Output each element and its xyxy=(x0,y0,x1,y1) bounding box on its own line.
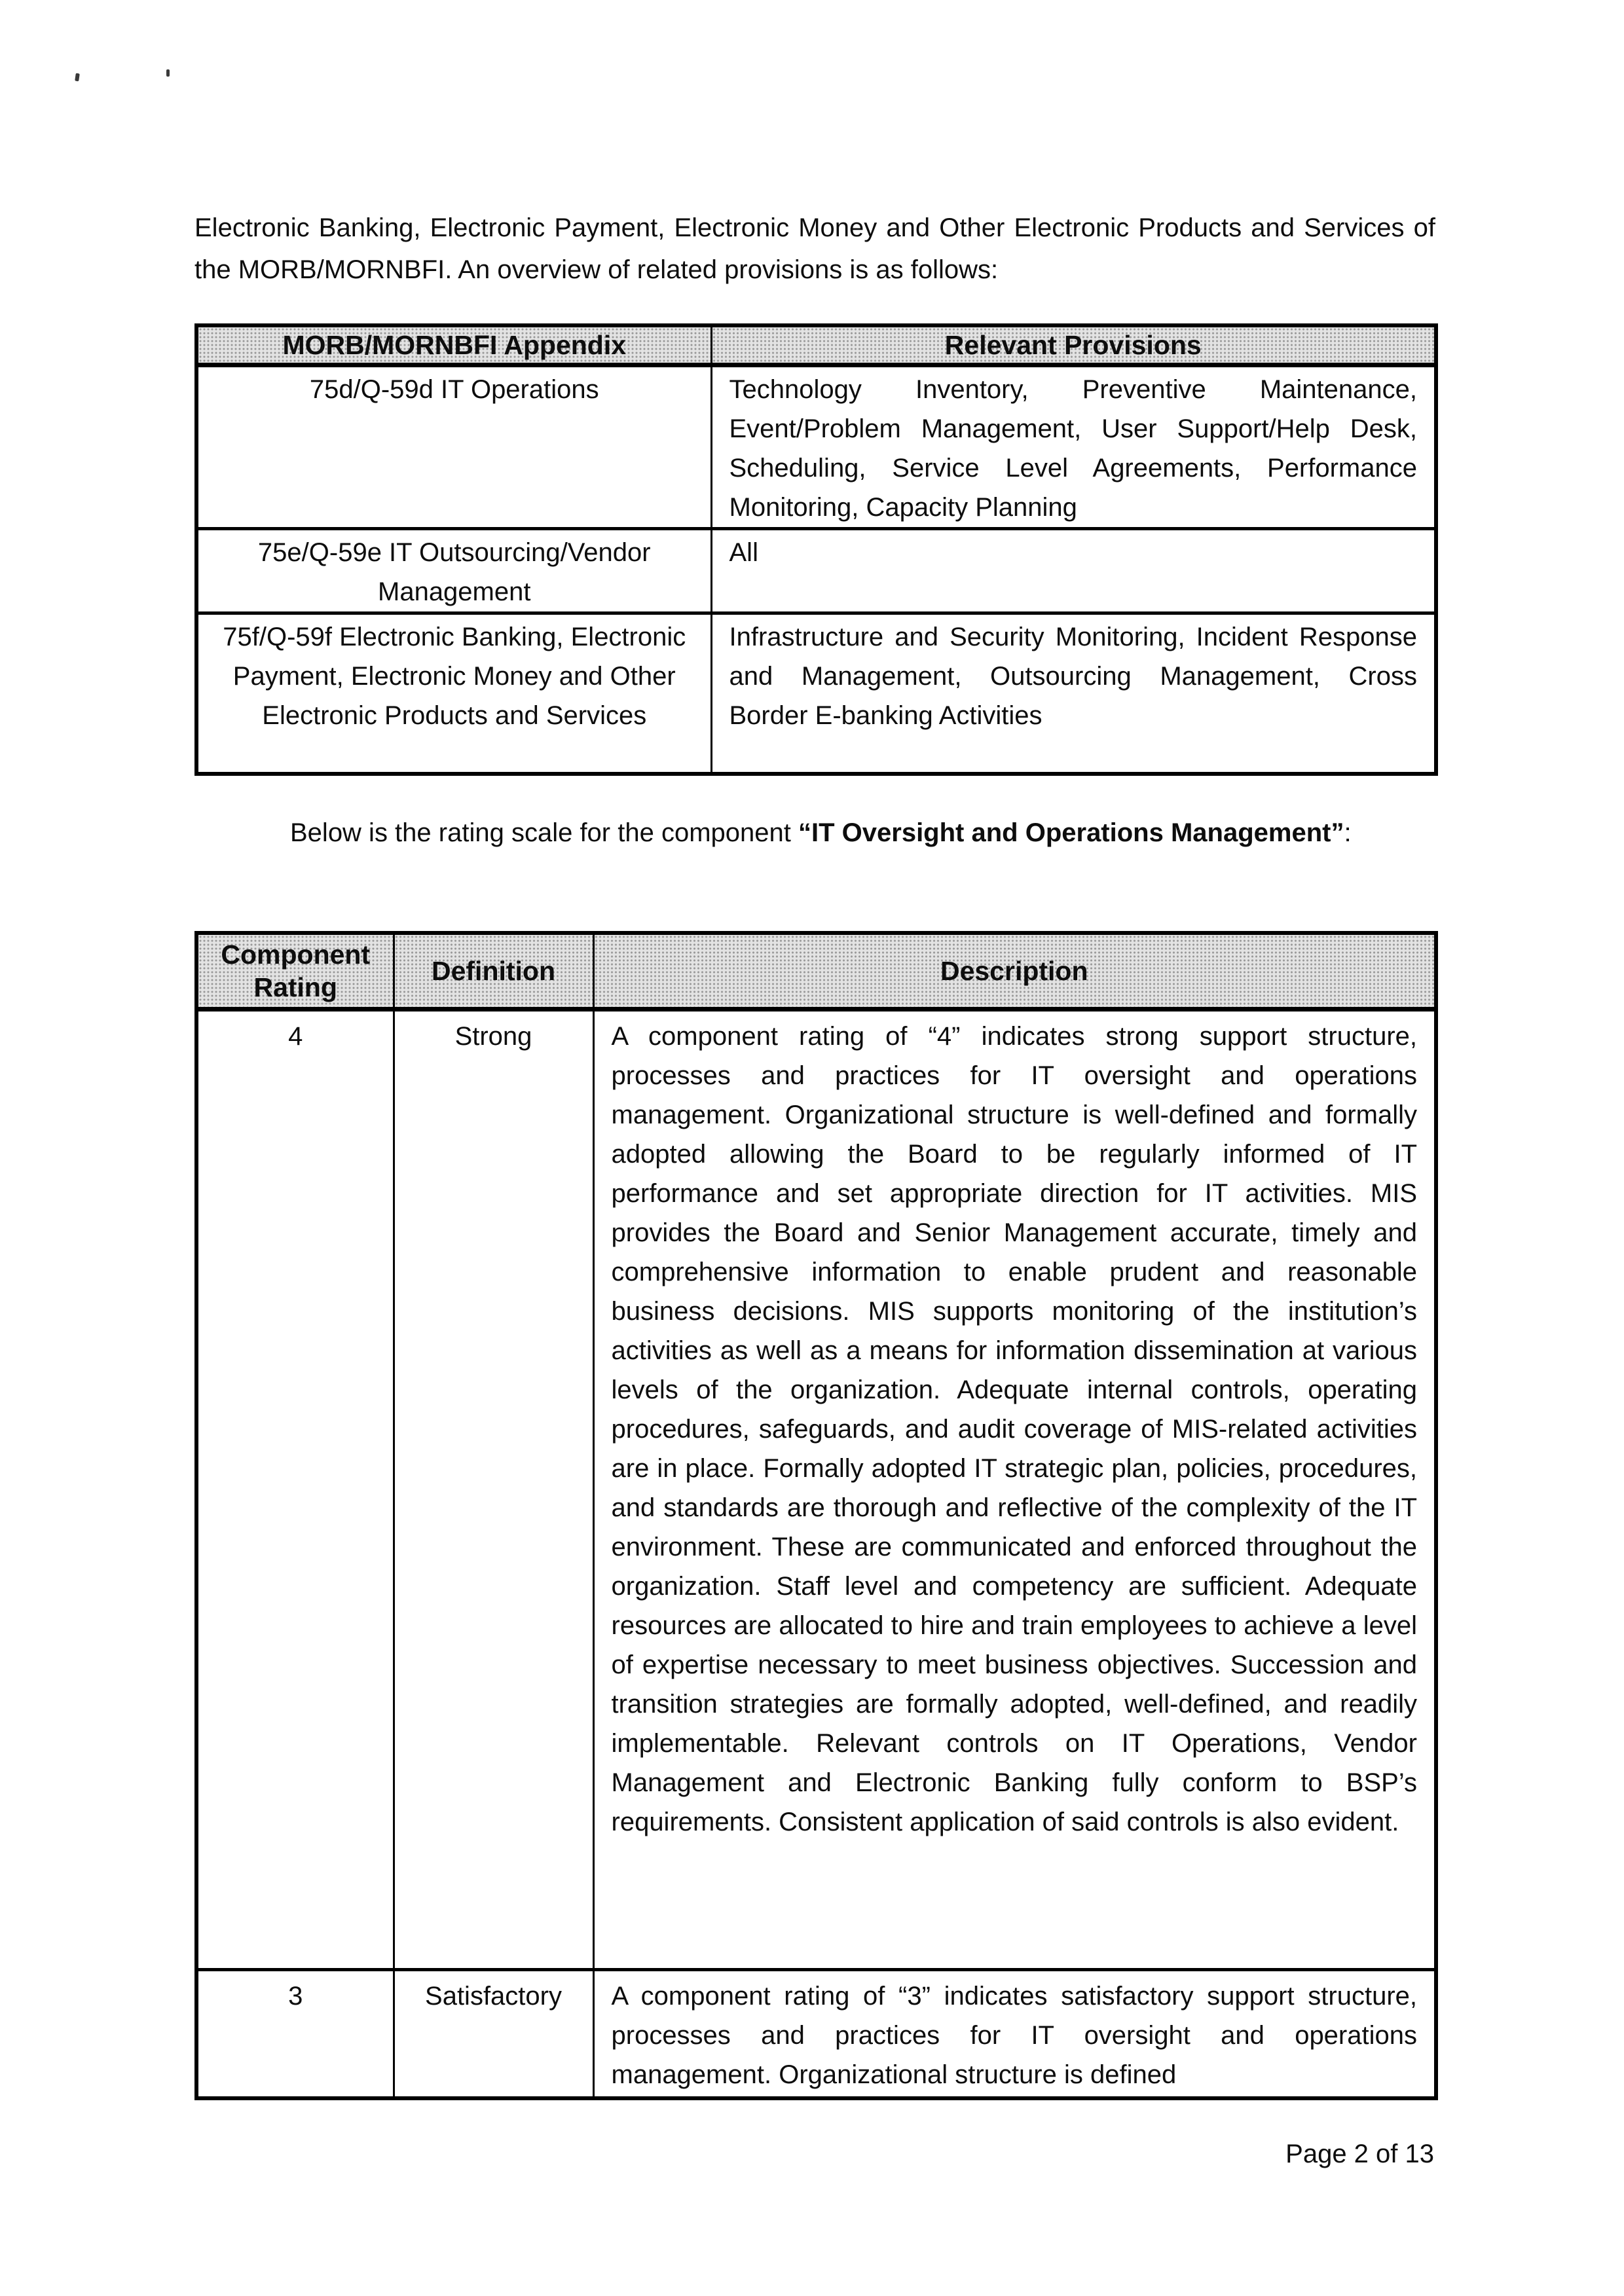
table-row xyxy=(196,529,1436,613)
table-row xyxy=(196,1970,1436,2099)
appendix-cell: 75e/Q-59e IT Outsourcing/Vendor Management xyxy=(196,529,711,613)
paragraph-text: : xyxy=(1344,818,1352,847)
provisions-table xyxy=(194,323,1438,776)
provisions-cell: Technology Inventory, Preventive Maintenance, Event/Problem Management, User Support/Help Desk, Scheduling, Service Level Agreements, Performance Monitoring, Capacity Planning xyxy=(711,365,1436,529)
provisions-header-relevant: Relevant Provisions xyxy=(711,325,1436,365)
description-cell: A component rating of “3” indicates satisfactory support structure, processes and practices for IT oversight and operations management. Organizational structure is defined xyxy=(593,1970,1436,2099)
scan-speck xyxy=(166,69,170,77)
rating-scale-table xyxy=(194,931,1438,2100)
rating-cell: 3 xyxy=(196,1970,394,2099)
provisions-cell: All xyxy=(711,529,1436,613)
definition-cell: Satisfactory xyxy=(394,1970,593,2099)
component-name-bold: “IT Oversight and Operations Management” xyxy=(798,818,1344,847)
table-row xyxy=(196,1010,1436,1970)
definition-cell: Strong xyxy=(394,1010,593,1970)
rating-scale-paragraph xyxy=(194,812,1435,854)
table-row xyxy=(196,365,1436,529)
rating-table-header-row xyxy=(196,933,1436,1010)
scan-speck xyxy=(75,73,80,82)
rating-cell: 4 xyxy=(196,1010,394,1970)
intro-paragraph: Electronic Banking, Electronic Payment, Electronic Money and Other Electronic Products and Services of the MORB/MORNBFI. An overview of related provisions is as follows: xyxy=(194,213,1435,284)
rating-header-component: Component Rating xyxy=(196,933,394,1010)
provisions-header-appendix: MORB/MORNBFI Appendix xyxy=(196,325,711,365)
provisions-table-header-row xyxy=(196,325,1436,365)
rating-header-description: Description xyxy=(593,933,1436,1010)
paragraph-text: Below is the rating scale for the component xyxy=(290,818,798,847)
table-row xyxy=(196,613,1436,774)
appendix-cell: 75f/Q-59f Electronic Banking, Electronic Payment, Electronic Money and Other Electronic Products and Services xyxy=(196,613,711,774)
rating-header-definition: Definition xyxy=(394,933,593,1010)
page-number: Page 2 of 13 xyxy=(1285,2140,1434,2168)
description-cell: A component rating of “4” indicates strong support structure, processes and practices for IT oversight and operations management. Organizational structure is well-defined and formally adopted allowing the Board to be regularly informed of IT performance and set appropriate direction for IT activities. MIS provides the Board and Senior Management accurate, timely and comprehensive information to enable prudent and reasonable business decisions. MIS supports monitoring of the institution’s activities as well as a means for information dissemination at various levels of the organization. Adequate internal controls, operating procedures, safeguards, and audit coverage of MIS-related activities are in place. Formally adopted IT strategic plan, policies, procedures, and standards are thorough and reflective of the complexity of the IT environment. These are communicated and enforced throughout the organization. Staff level and competency are sufficient. Adequate resources are allocated to hire and train employees to achieve a level of expertise necessary to meet business objectives. Succession and transition strategies are formally adopted, well-defined, and readily implementable. Relevant controls on IT Operations, Vendor Management and Electronic Banking fully conform to BSP’s requirements. Consistent application of said controls is also evident. xyxy=(593,1010,1436,1970)
appendix-cell: 75d/Q-59d IT Operations xyxy=(196,365,711,529)
provisions-cell: Infrastructure and Security Monitoring, Incident Response and Management, Outsourcing Management, Cross Border E-banking Activities xyxy=(711,613,1436,774)
